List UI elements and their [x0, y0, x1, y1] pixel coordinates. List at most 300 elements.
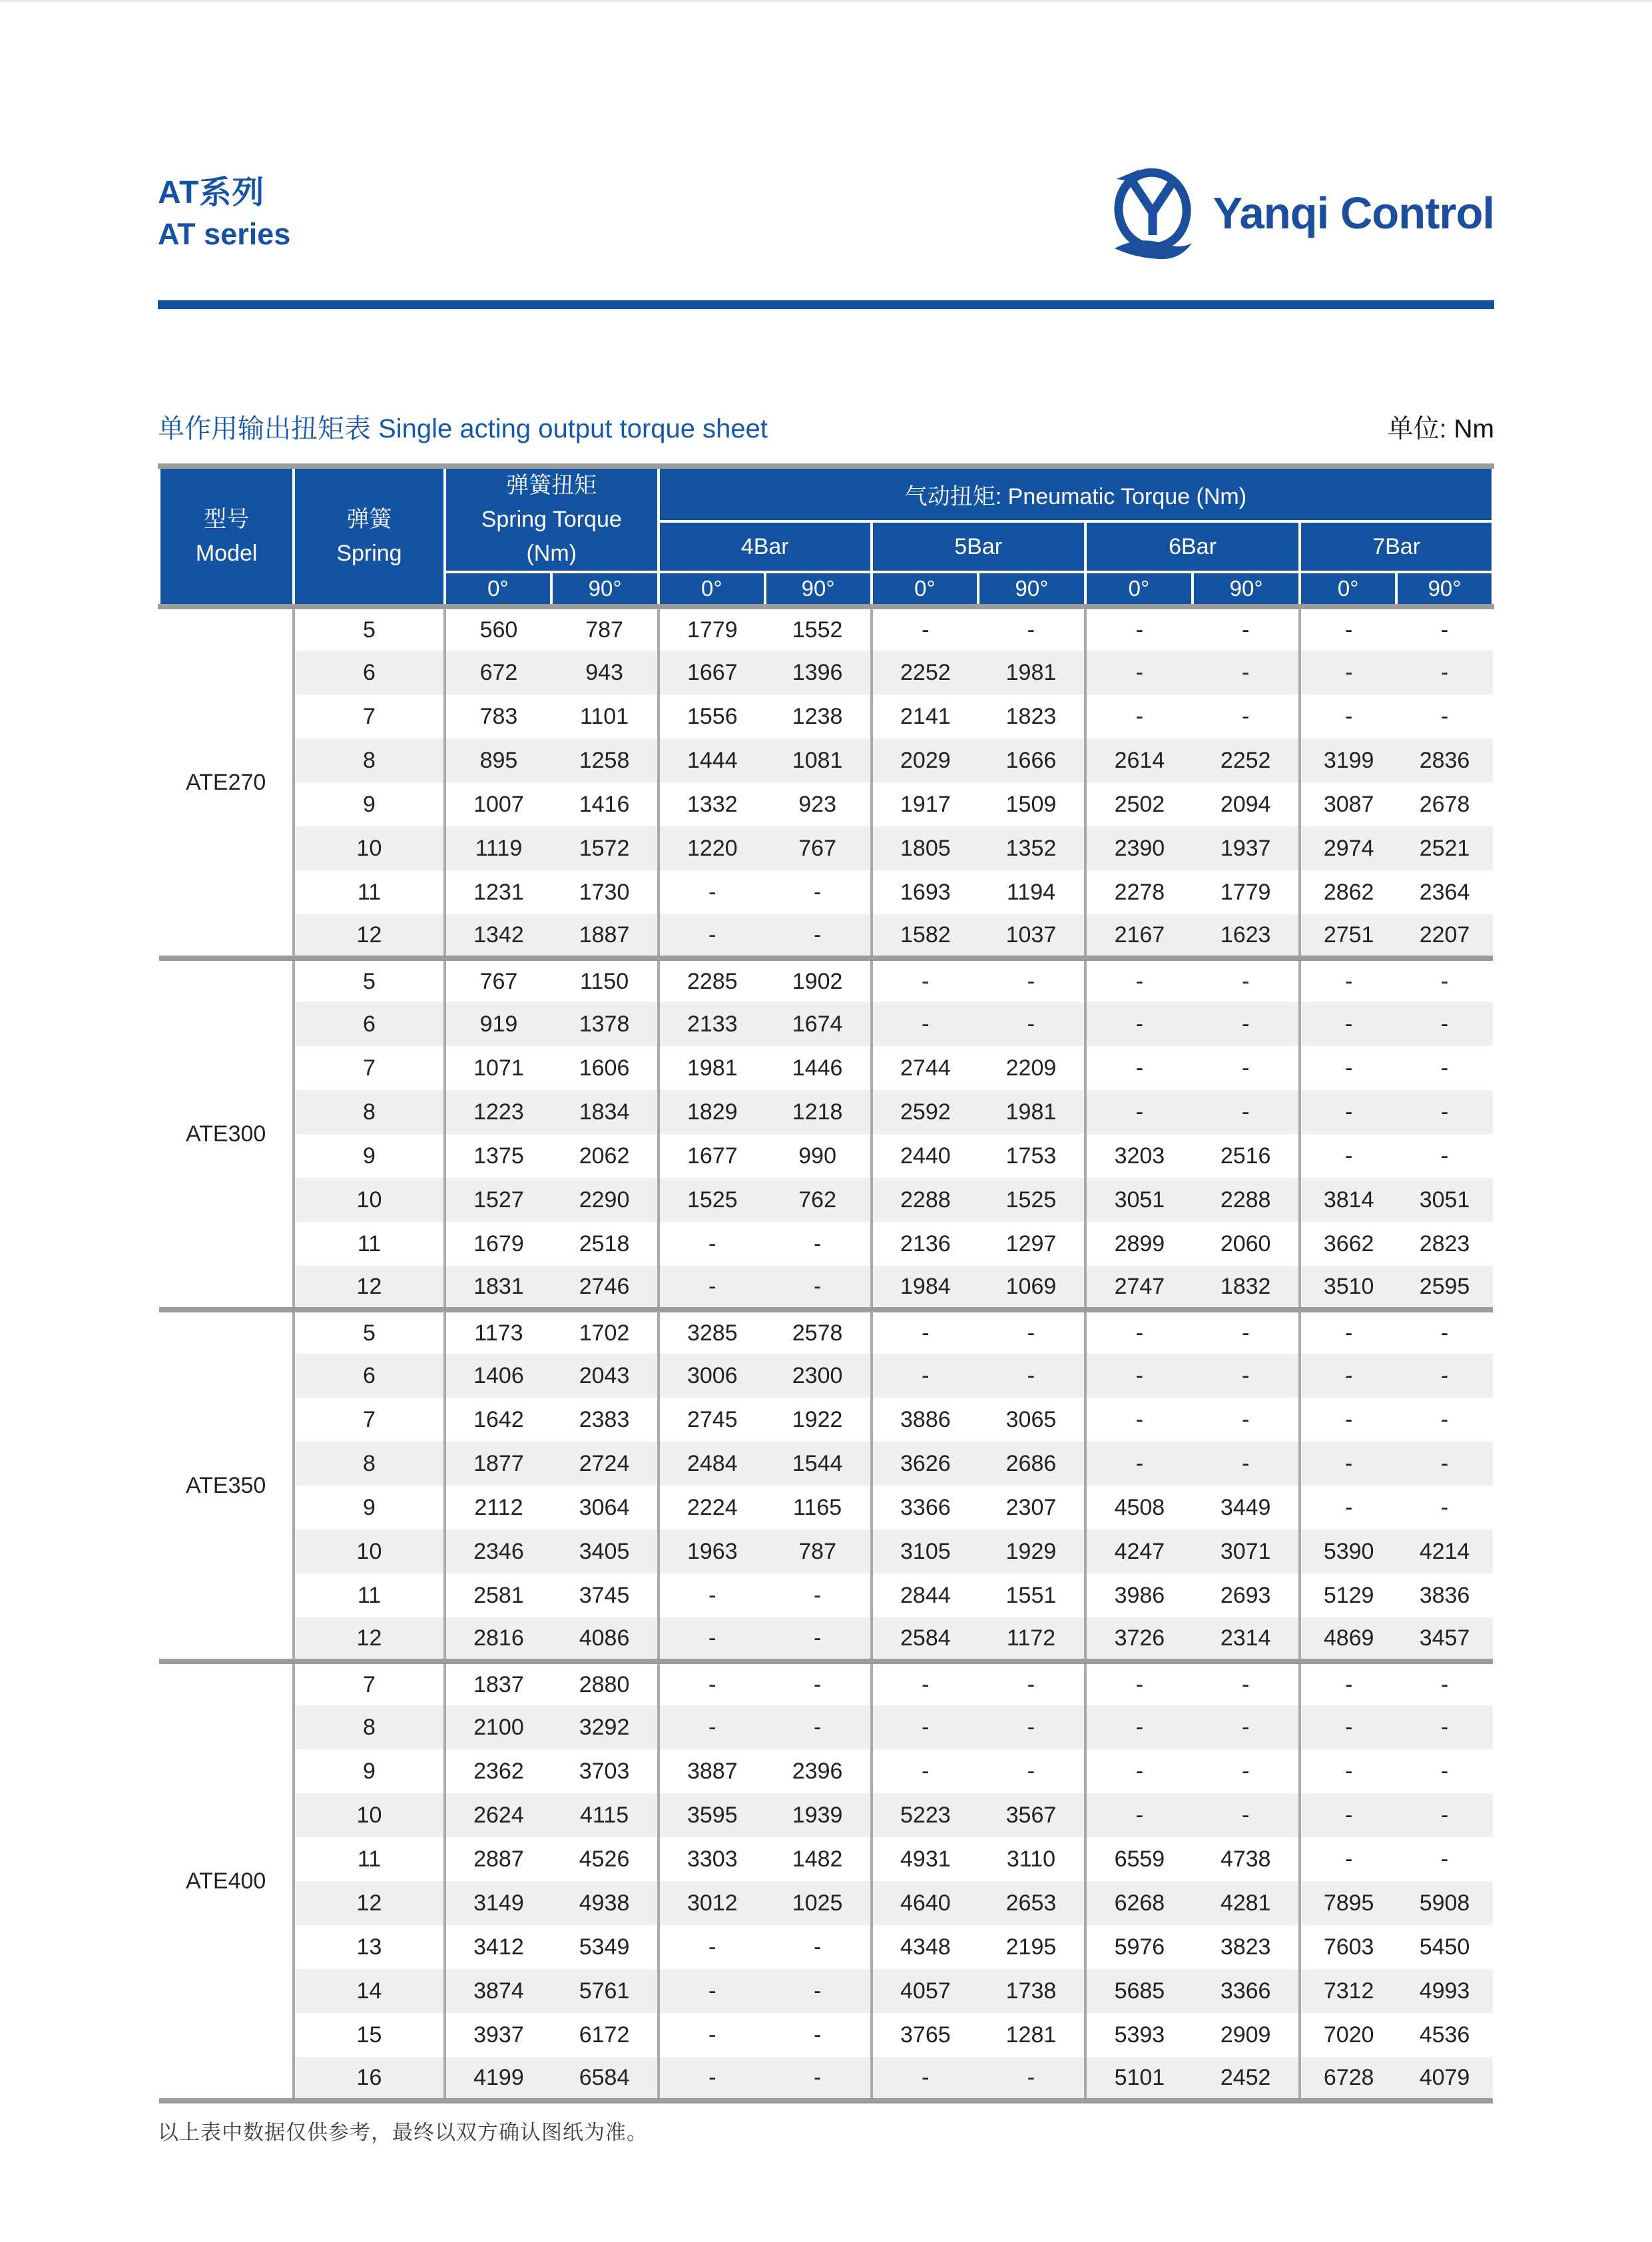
- spring-count-cell: 15: [294, 2013, 444, 2057]
- series-title-en: AT series: [158, 217, 291, 251]
- deg0-header: 0°: [659, 572, 765, 607]
- torque-value-cell: -: [1193, 1398, 1300, 1442]
- torque-value-cell: 2862: [1300, 870, 1396, 914]
- torque-value-cell: -: [659, 1617, 765, 1661]
- torque-value-cell: 1297: [978, 1222, 1085, 1266]
- torque-value-cell: -: [1193, 607, 1300, 651]
- torque-value-cell: 1677: [659, 1134, 765, 1178]
- col-header-spring-torque-en: Spring Torque: [481, 507, 622, 532]
- table-row: [159, 1925, 1493, 1969]
- spring-count-cell: 8: [294, 1705, 444, 1749]
- torque-value-cell: 2300: [765, 1354, 872, 1398]
- torque-value-cell: -: [1193, 958, 1300, 1002]
- torque-value-cell: -: [1300, 1837, 1396, 1881]
- torque-value-cell: 2724: [551, 1442, 659, 1486]
- model-cell: ATE270: [159, 607, 294, 958]
- torque-value-cell: 1220: [659, 826, 765, 870]
- table-row: [159, 1486, 1493, 1530]
- torque-value-cell: 3006: [659, 1354, 765, 1398]
- torque-value-cell: -: [872, 1705, 979, 1749]
- torque-value-cell: -: [765, 2057, 872, 2101]
- table-row: [159, 1310, 1493, 1354]
- torque-value-cell: -: [659, 914, 765, 958]
- torque-value-cell: 560: [445, 607, 552, 651]
- torque-value-cell: 1231: [445, 870, 552, 914]
- torque-value-cell: -: [1300, 1134, 1396, 1178]
- torque-value-cell: 2578: [765, 1310, 872, 1354]
- torque-value-cell: 1823: [978, 695, 1085, 738]
- torque-value-cell: -: [978, 1354, 1085, 1398]
- model-cell: ATE300: [159, 958, 294, 1310]
- torque-value-cell: -: [659, 2057, 765, 2101]
- torque-value-cell: 1378: [551, 1002, 659, 1046]
- torque-value-cell: 2252: [1193, 738, 1300, 782]
- torque-value-cell: 1375: [445, 1134, 552, 1178]
- torque-value-cell: -: [1193, 1002, 1300, 1046]
- spring-count-cell: 6: [294, 1002, 444, 1046]
- torque-value-cell: -: [1300, 651, 1396, 695]
- torque-value-cell: 1556: [659, 695, 765, 738]
- table-row: [159, 607, 1493, 651]
- spring-count-cell: 12: [294, 1881, 444, 1925]
- torque-value-cell: -: [1300, 1398, 1396, 1442]
- spring-count-cell: 11: [294, 1837, 444, 1881]
- torque-value-cell: 1119: [445, 826, 552, 870]
- torque-value-cell: -: [1085, 1661, 1193, 1705]
- torque-value-cell: 3874: [445, 1969, 552, 2013]
- torque-value-cell: -: [765, 1573, 872, 1617]
- torque-value-cell: 4738: [1193, 1837, 1300, 1881]
- torque-value-cell: 2887: [445, 1837, 552, 1881]
- torque-value-cell: 1258: [551, 738, 659, 782]
- torque-value-cell: 7020: [1300, 2013, 1396, 2057]
- torque-value-cell: 3726: [1085, 1617, 1193, 1661]
- torque-value-cell: -: [765, 1266, 872, 1310]
- torque-value-cell: 2747: [1085, 1266, 1193, 1310]
- torque-value-cell: -: [1085, 1090, 1193, 1134]
- torque-value-cell: 7312: [1300, 1969, 1396, 2013]
- table-row: [159, 1178, 1493, 1222]
- torque-value-cell: 5223: [872, 1793, 979, 1837]
- torque-value-cell: 5976: [1085, 1925, 1193, 1969]
- torque-value-cell: -: [1396, 695, 1493, 738]
- torque-value-cell: 2653: [978, 1881, 1085, 1925]
- deg90-header: 90°: [765, 572, 872, 607]
- torque-value-cell: 1805: [872, 826, 979, 870]
- torque-value-cell: -: [1193, 1793, 1300, 1837]
- torque-value-cell: -: [1085, 1793, 1193, 1837]
- torque-value-cell: 2521: [1396, 826, 1493, 870]
- torque-value-cell: 1150: [551, 958, 659, 1002]
- torque-value-cell: -: [1396, 651, 1493, 695]
- torque-value-cell: 3765: [872, 2013, 979, 2057]
- table-row: [159, 1969, 1493, 2013]
- torque-value-cell: 2195: [978, 1925, 1085, 1969]
- unit-label: 单位: Nm: [1387, 415, 1494, 443]
- torque-value-cell: 787: [551, 607, 659, 651]
- torque-value-cell: -: [1193, 1705, 1300, 1749]
- torque-value-cell: -: [1396, 1442, 1493, 1486]
- torque-value-cell: 2581: [445, 1573, 552, 1617]
- spring-count-cell: 9: [294, 1749, 444, 1793]
- torque-value-cell: -: [1396, 1046, 1493, 1090]
- torque-value-cell: 1666: [978, 738, 1085, 782]
- spring-count-cell: 9: [294, 1486, 444, 1530]
- col-header-spring-zh: 弹簧: [346, 506, 392, 532]
- torque-value-cell: 1223: [445, 1090, 552, 1134]
- spring-count-cell: 8: [294, 1090, 444, 1134]
- torque-value-cell: -: [1085, 607, 1193, 651]
- torque-value-cell: 1444: [659, 738, 765, 782]
- torque-value-cell: 1509: [978, 782, 1085, 826]
- col-header-pneumatic: 气动扭矩: Pneumatic Torque (Nm): [659, 466, 1493, 521]
- torque-value-cell: 3405: [551, 1530, 659, 1573]
- table-row: [159, 1046, 1493, 1090]
- torque-value-cell: 5129: [1300, 1573, 1396, 1617]
- torque-value-cell: 3887: [659, 1749, 765, 1793]
- spring-count-cell: 11: [294, 1222, 444, 1266]
- torque-value-cell: 3199: [1300, 738, 1396, 782]
- torque-value-cell: 7603: [1300, 1925, 1396, 1969]
- torque-value-cell: 2100: [445, 1705, 552, 1749]
- torque-value-cell: 2029: [872, 738, 979, 782]
- torque-value-cell: -: [1396, 1793, 1493, 1837]
- torque-value-cell: 1753: [978, 1134, 1085, 1178]
- torque-value-cell: -: [1085, 1046, 1193, 1090]
- table-row: [159, 1266, 1493, 1310]
- torque-value-cell: 2136: [872, 1222, 979, 1266]
- torque-value-cell: -: [872, 1354, 979, 1398]
- torque-value-cell: 1837: [445, 1661, 552, 1705]
- torque-value-cell: 3886: [872, 1398, 979, 1442]
- torque-value-cell: 2899: [1085, 1222, 1193, 1266]
- torque-value-cell: 2751: [1300, 914, 1396, 958]
- torque-value-cell: -: [1193, 1310, 1300, 1354]
- torque-value-cell: -: [1396, 1837, 1493, 1881]
- spring-count-cell: 12: [294, 914, 444, 958]
- torque-value-cell: 5761: [551, 1969, 659, 2013]
- torque-value-cell: 3292: [551, 1705, 659, 1749]
- model-group: [159, 607, 1493, 958]
- torque-value-cell: -: [765, 870, 872, 914]
- torque-value-cell: 3449: [1193, 1486, 1300, 1530]
- torque-value-cell: 4199: [445, 2057, 552, 2101]
- torque-value-cell: 5390: [1300, 1530, 1396, 1573]
- torque-value-cell: -: [765, 2013, 872, 2057]
- torque-value-cell: -: [1300, 1046, 1396, 1090]
- torque-value-cell: 2452: [1193, 2057, 1300, 2101]
- table-row: [159, 1090, 1493, 1134]
- torque-value-cell: 1981: [978, 651, 1085, 695]
- torque-value-cell: 1482: [765, 1837, 872, 1881]
- torque-value-cell: -: [1396, 607, 1493, 651]
- torque-value-cell: 1173: [445, 1310, 552, 1354]
- torque-value-cell: -: [1085, 1705, 1193, 1749]
- spring-count-cell: 7: [294, 695, 444, 738]
- torque-value-cell: 3595: [659, 1793, 765, 1837]
- deg0-header: 0°: [1085, 572, 1193, 607]
- torque-value-cell: 767: [445, 958, 552, 1002]
- series-title-zh: AT系列: [158, 175, 265, 210]
- torque-value-cell: -: [1300, 958, 1396, 1002]
- torque-value-cell: 2112: [445, 1486, 552, 1530]
- torque-value-cell: -: [1085, 695, 1193, 738]
- torque-value-cell: 4079: [1396, 2057, 1493, 2101]
- torque-value-cell: 3051: [1085, 1178, 1193, 1222]
- torque-value-cell: 1525: [978, 1178, 1085, 1222]
- torque-value-cell: 2288: [872, 1178, 979, 1222]
- torque-value-cell: 943: [551, 651, 659, 695]
- torque-value-cell: 1194: [978, 870, 1085, 914]
- table-header: [159, 466, 1493, 607]
- model-cell: ATE400: [159, 1661, 294, 2101]
- torque-value-cell: -: [1396, 1398, 1493, 1442]
- torque-value-cell: 919: [445, 1002, 552, 1046]
- torque-value-cell: 6172: [551, 2013, 659, 2057]
- torque-value-cell: 2285: [659, 958, 765, 1002]
- torque-value-cell: 4536: [1396, 2013, 1493, 2057]
- torque-value-cell: 2836: [1396, 738, 1493, 782]
- torque-value-cell: -: [1193, 1661, 1300, 1705]
- torque-value-cell: 4640: [872, 1881, 979, 1925]
- deg90-header: 90°: [1396, 572, 1493, 607]
- torque-value-cell: -: [1396, 1134, 1493, 1178]
- torque-value-cell: 3510: [1300, 1266, 1396, 1310]
- torque-value-cell: 1406: [445, 1354, 552, 1398]
- brand-name: Yanqi Control: [1213, 188, 1494, 238]
- torque-value-cell: 2584: [872, 1617, 979, 1661]
- torque-value-cell: 1037: [978, 914, 1085, 958]
- torque-value-cell: -: [765, 914, 872, 958]
- torque-value-cell: 1922: [765, 1398, 872, 1442]
- spring-count-cell: 8: [294, 738, 444, 782]
- torque-value-cell: 2440: [872, 1134, 979, 1178]
- torque-value-cell: -: [1193, 695, 1300, 738]
- torque-value-cell: 2390: [1085, 826, 1193, 870]
- torque-value-cell: -: [1300, 1002, 1396, 1046]
- torque-value-cell: 4508: [1085, 1486, 1193, 1530]
- spring-count-cell: 6: [294, 651, 444, 695]
- torque-value-cell: 3064: [551, 1486, 659, 1530]
- torque-value-cell: -: [1300, 1310, 1396, 1354]
- torque-value-cell: 783: [445, 695, 552, 738]
- torque-value-cell: 1642: [445, 1398, 552, 1442]
- torque-value-cell: 1218: [765, 1090, 872, 1134]
- torque-value-cell: -: [659, 1573, 765, 1617]
- torque-value-cell: 3457: [1396, 1617, 1493, 1661]
- torque-value-cell: 1007: [445, 782, 552, 826]
- deg90-header: 90°: [1193, 572, 1300, 607]
- page-content: [158, 2, 1494, 2145]
- torque-value-cell: 1342: [445, 914, 552, 958]
- spring-count-cell: 7: [294, 1398, 444, 1442]
- torque-value-cell: 2909: [1193, 2013, 1300, 2057]
- torque-value-cell: 5450: [1396, 1925, 1493, 1969]
- torque-value-cell: -: [1085, 1354, 1193, 1398]
- spring-count-cell: 13: [294, 1925, 444, 1969]
- torque-value-cell: 3051: [1396, 1178, 1493, 1222]
- torque-value-cell: -: [1085, 1310, 1193, 1354]
- torque-value-cell: 3110: [978, 1837, 1085, 1881]
- spring-count-cell: 5: [294, 1310, 444, 1354]
- torque-value-cell: -: [1300, 1442, 1396, 1486]
- deg90-header: 90°: [551, 572, 659, 607]
- col-header-6bar: 6Bar: [1085, 521, 1300, 572]
- torque-value-cell: 1981: [978, 1090, 1085, 1134]
- torque-value-cell: 4993: [1396, 1969, 1493, 2013]
- torque-value-cell: -: [1085, 1442, 1193, 1486]
- torque-value-cell: 3149: [445, 1881, 552, 1925]
- table-row: [159, 958, 1493, 1002]
- torque-value-cell: 1963: [659, 1530, 765, 1573]
- torque-value-cell: 1779: [1193, 870, 1300, 914]
- torque-value-cell: -: [872, 1002, 979, 1046]
- torque-value-cell: 2278: [1085, 870, 1193, 914]
- table-row: [159, 870, 1493, 914]
- table-row: [159, 1530, 1493, 1573]
- torque-value-cell: 3662: [1300, 1222, 1396, 1266]
- deg0-header: 0°: [445, 572, 552, 607]
- torque-value-cell: 787: [765, 1530, 872, 1573]
- torque-value-cell: -: [659, 1661, 765, 1705]
- torque-value-cell: 1877: [445, 1442, 552, 1486]
- torque-value-cell: 1674: [765, 1002, 872, 1046]
- torque-value-cell: 4281: [1193, 1881, 1300, 1925]
- torque-value-cell: 990: [765, 1134, 872, 1178]
- torque-value-cell: -: [978, 1310, 1085, 1354]
- torque-value-cell: 1544: [765, 1442, 872, 1486]
- torque-value-cell: 4938: [551, 1881, 659, 1925]
- torque-value-cell: 3567: [978, 1793, 1085, 1837]
- torque-value-cell: 2314: [1193, 1617, 1300, 1661]
- torque-value-cell: -: [765, 1925, 872, 1969]
- torque-value-cell: 3986: [1085, 1573, 1193, 1617]
- torque-value-cell: 3087: [1300, 782, 1396, 826]
- col-header-7bar: 7Bar: [1300, 521, 1493, 572]
- torque-value-cell: 3012: [659, 1881, 765, 1925]
- col-header-model-en: Model: [195, 540, 258, 566]
- torque-value-cell: 1332: [659, 782, 765, 826]
- torque-value-cell: -: [1085, 1749, 1193, 1793]
- torque-value-cell: 672: [445, 651, 552, 695]
- table-row: [159, 914, 1493, 958]
- torque-value-cell: -: [765, 1617, 872, 1661]
- torque-value-cell: 2207: [1396, 914, 1493, 958]
- torque-value-cell: -: [1300, 1090, 1396, 1134]
- torque-value-cell: -: [765, 1705, 872, 1749]
- deg0-header: 0°: [872, 572, 979, 607]
- torque-value-cell: 1832: [1193, 1266, 1300, 1310]
- spring-count-cell: 16: [294, 2057, 444, 2101]
- torque-value-cell: 2043: [551, 1354, 659, 1398]
- torque-value-cell: 3366: [872, 1486, 979, 1530]
- torque-value-cell: 2364: [1396, 870, 1493, 914]
- torque-value-cell: -: [659, 1222, 765, 1266]
- torque-value-cell: 6728: [1300, 2057, 1396, 2101]
- torque-value-cell: 4247: [1085, 1530, 1193, 1573]
- torque-value-cell: 895: [445, 738, 552, 782]
- logo-swoosh: [1115, 240, 1192, 259]
- torque-value-cell: -: [978, 2057, 1085, 2101]
- torque-value-cell: -: [872, 1749, 979, 1793]
- spring-count-cell: 5: [294, 607, 444, 651]
- torque-value-cell: 1165: [765, 1486, 872, 1530]
- torque-value-cell: 1281: [978, 2013, 1085, 2057]
- torque-value-cell: 2141: [872, 695, 979, 738]
- torque-value-cell: -: [1300, 1705, 1396, 1749]
- torque-value-cell: 1834: [551, 1090, 659, 1134]
- torque-value-cell: -: [765, 1661, 872, 1705]
- spring-count-cell: 10: [294, 1530, 444, 1573]
- torque-value-cell: 2167: [1085, 914, 1193, 958]
- table-row: [159, 738, 1493, 782]
- table-row: [159, 695, 1493, 738]
- spring-count-cell: 5: [294, 958, 444, 1002]
- torque-value-cell: -: [1193, 1354, 1300, 1398]
- brand-logo: [1111, 160, 1495, 266]
- footnote: 以上表中数据仅供参考，最终以双方确认图纸为准。: [158, 2121, 648, 2144]
- deg90-header: 90°: [978, 572, 1085, 607]
- torque-table: [158, 463, 1494, 2103]
- torque-value-cell: 1831: [445, 1266, 552, 1310]
- torque-value-cell: 1829: [659, 1090, 765, 1134]
- table-row: [159, 2013, 1493, 2057]
- torque-value-cell: 1887: [551, 914, 659, 958]
- torque-value-cell: 3626: [872, 1442, 979, 1486]
- torque-value-cell: -: [659, 2013, 765, 2057]
- torque-value-cell: 2346: [445, 1530, 552, 1573]
- torque-value-cell: -: [978, 1705, 1085, 1749]
- deg0-header: 0°: [1300, 572, 1396, 607]
- torque-value-cell: 1693: [872, 870, 979, 914]
- torque-value-cell: 2133: [659, 1002, 765, 1046]
- col-header-spring-torque: [445, 466, 659, 572]
- torque-value-cell: 6268: [1085, 1881, 1193, 1925]
- torque-value-cell: 1981: [659, 1046, 765, 1090]
- torque-value-cell: 3823: [1193, 1925, 1300, 1969]
- spring-count-cell: 11: [294, 1573, 444, 1617]
- col-header-spring-torque-unit: (Nm): [526, 541, 577, 566]
- torque-value-cell: 1623: [1193, 914, 1300, 958]
- model-group: [159, 1661, 1493, 2101]
- torque-value-cell: -: [1396, 1661, 1493, 1705]
- torque-value-cell: 1667: [659, 651, 765, 695]
- torque-value-cell: -: [1085, 1002, 1193, 1046]
- torque-value-cell: -: [765, 1969, 872, 2013]
- torque-value-cell: -: [659, 870, 765, 914]
- torque-value-cell: 5908: [1396, 1881, 1493, 1925]
- torque-value-cell: 2062: [551, 1134, 659, 1178]
- spring-count-cell: 12: [294, 1617, 444, 1661]
- yanqi-logo-icon: [1111, 160, 1196, 266]
- torque-value-cell: 2686: [978, 1442, 1085, 1486]
- torque-value-cell: 3071: [1193, 1530, 1300, 1573]
- torque-value-cell: 2516: [1193, 1134, 1300, 1178]
- col-header-spring-torque-zh: 弹簧扭矩: [506, 473, 597, 498]
- torque-value-cell: 4869: [1300, 1617, 1396, 1661]
- table-row: [159, 1837, 1493, 1881]
- torque-value-cell: 1396: [765, 651, 872, 695]
- col-header-spring-en: Spring: [336, 540, 402, 566]
- table-row: [159, 651, 1493, 695]
- col-header-model-zh: 型号: [204, 506, 250, 532]
- table-row: [159, 782, 1493, 826]
- torque-value-cell: 3366: [1193, 1969, 1300, 2013]
- torque-value-cell: 2060: [1193, 1222, 1300, 1266]
- torque-value-cell: 1081: [765, 738, 872, 782]
- torque-value-cell: 4086: [551, 1617, 659, 1661]
- torque-value-cell: 1937: [1193, 826, 1300, 870]
